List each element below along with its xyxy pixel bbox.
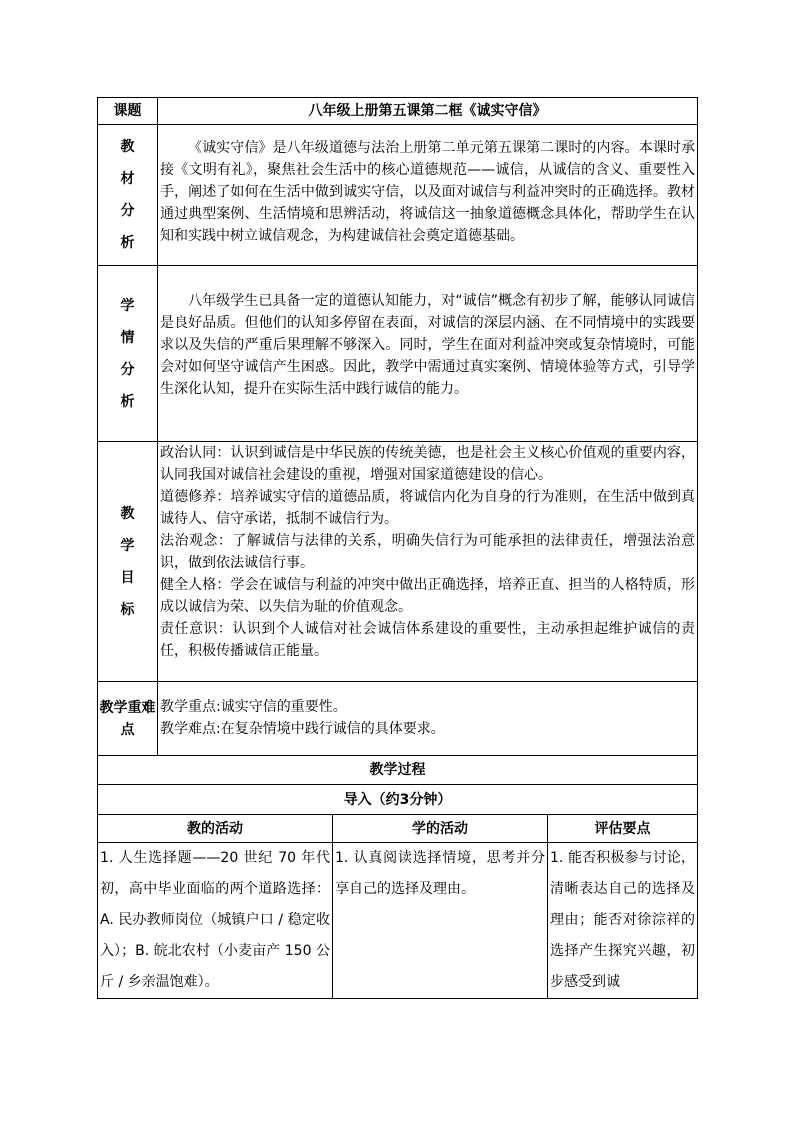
material-label-char: 教 [120, 139, 135, 155]
objectives-label [98, 442, 158, 682]
objective-responsibility: 责任意识：认识到个人诚信对社会诚信体系建设的重要性，主动承担起维护诚信的责任，积极传播诚信正能量。 [160, 621, 696, 659]
activity-header-row [98, 815, 698, 843]
students-label-char: 分 [120, 361, 135, 378]
material-label-char: 析 [120, 235, 135, 251]
material-row [98, 125, 698, 266]
title-label: 课题 [98, 98, 158, 125]
objectives-row [98, 442, 698, 682]
objectives-label-char: 教 [120, 505, 135, 522]
material-label-char: 分 [120, 203, 135, 219]
objective-moral: 道德修养：培养诚实守信的道德品质，将诚信内化为自身的行为准则，在生活中做到真诚待人、信守承诺，抵制不诚信行为。 [160, 489, 696, 527]
students-label-char: 学 [120, 297, 135, 314]
activity-row [98, 843, 698, 999]
keypoints-row [98, 682, 698, 756]
objectives-label-char: 学 [120, 537, 135, 554]
students-label-char: 析 [120, 393, 135, 410]
col-eval-header: 评估要点 [548, 815, 698, 843]
material-label-char: 材 [120, 171, 135, 187]
teaching-difficulty: 教学难点:在复杂情境中践行诚信的具体要求。 [160, 721, 445, 737]
objectives-text [158, 442, 698, 682]
teacher-activity: 1. 人生选择题——20 世纪 70 年代初，高中毕业面临的两个道路选择：A. 民办教师岗位（城镇户口 / 稳定收入）；B. 皖北农村（小麦亩产 150 公斤 / 乡亲温饱难）。 [98, 843, 333, 999]
teaching-focus: 教学重点:诚实守信的重要性。 [160, 699, 347, 715]
material-analysis-text: 《诚实守信》是八年级道德与法治上册第二单元第五课第二课时的内容。本课时承接《文明有礼》，聚焦社会生活中的核心道德规范——诚信，从诚信的含义、重要性入手，阐述了如何在生活中做到诚实守信，以及面对诚信与利益冲突时的正确选择。教材通过典型案例、生活情境和思辨活动，将诚信这一抽象道德概念具体化，帮助学生在认知和实践中树立诚信观念，为构建诚信社会奠定道德基础。 [158, 125, 698, 266]
col-student-header: 学的活动 [333, 815, 548, 843]
students-label [98, 266, 158, 442]
stage-title: 导入（约3分钟） [98, 785, 698, 815]
eval-points: 1. 能否积极参与讨论，清晰表达自己的选择及理由；能否对徐淙祥的选择产生探究兴趣，初步感受到诚 [548, 843, 698, 999]
students-label-char: 情 [120, 329, 135, 346]
lesson-title: 八年级上册第五课第二框《诚实守信》 [158, 98, 698, 125]
material-label [98, 125, 158, 266]
process-title: 教学过程 [98, 756, 698, 785]
keypoints-label: 教学重难点 [98, 682, 158, 756]
students-analysis-text: 八年级学生已具备一定的道德认知能力，对“诚信”概念有初步了解，能够认同诚信是良好品质。但他们的认知多停留在表面，对诚信的深层内涵、在不同情境中的实践要求以及失信的严重后果理解不够深入。同时，学生在面对利益冲突或复杂情境时，可能会对如何坚守诚信产生困惑。因此，教学中需通过真实案例、情境体验等方式，引导学生深化认知，提升在实际生活中践行诚信的能力。 [158, 266, 698, 442]
objectives-label-char: 目 [120, 569, 135, 586]
students-row [98, 266, 698, 442]
objectives-label-char: 标 [120, 601, 135, 618]
keypoints-text [158, 682, 698, 756]
col-teacher-header: 教的活动 [98, 815, 333, 843]
objective-personality: 健全人格：学会在诚信与利益的冲突中做出正确选择，培养正直、担当的人格特质，形成以诚信为荣、以失信为耻的价值观念。 [160, 577, 696, 615]
title-row [98, 98, 698, 125]
lesson-plan-table [97, 97, 698, 999]
objective-political: 政治认同：认识到诚信是中华民族的传统美德，也是社会主义核心价值观的重要内容，认同我国对诚信社会建设的重视，增强对国家道德建设的信心。 [160, 445, 696, 483]
student-activity: 1. 认真阅读选择情境，思考并分享自己的选择及理由。 [333, 843, 548, 999]
objective-law: 法治观念：了解诚信与法律的关系，明确失信行为可能承担的法律责任，增强法治意识，做到依法诚信行事。 [160, 533, 696, 571]
process-title-row [98, 756, 698, 785]
lesson-plan-page [97, 97, 697, 999]
stage-row [98, 785, 698, 815]
